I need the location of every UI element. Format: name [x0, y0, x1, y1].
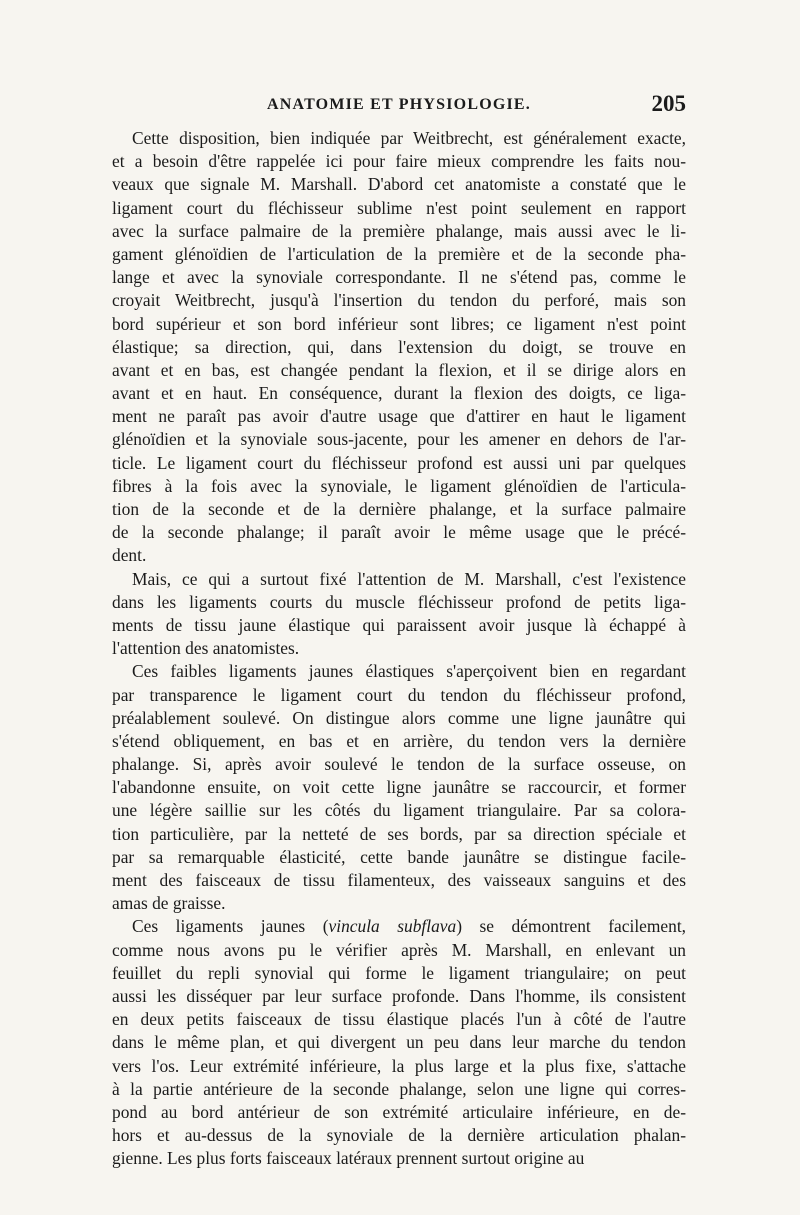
text-line: pond au bord antérieur de son extrémité articulaire inférieure, en de-	[112, 1101, 686, 1122]
text-line: veaux que signale M. Marshall. D'abord cet anatomiste a constaté que le	[112, 174, 686, 195]
text-line: dans le même plan, et qui divergent un peu dans leur marche du tendon	[112, 1032, 686, 1053]
text-line: ticle. Le ligament court du fléchisseur profond est aussi uni par quelques	[112, 452, 686, 473]
text-line: ment des faisceaux de tissu filamenteux, des vaisseaux sanguins et des	[112, 870, 686, 890]
text-line: dent.	[112, 545, 147, 566]
text-line: tion de la seconde et de la dernière phalange, et la surface palmaire	[112, 499, 686, 519]
text-line: une légère saillie sur les côtés du ligament triangulaire. Par sa colora-	[112, 800, 686, 821]
text-line: avant et en haut. En conséquence, durant la flexion des doigts, ce liga-	[112, 383, 686, 404]
text-line: par sa remarquable élasticité, cette bande jaunâtre se distingue facile-	[112, 846, 686, 867]
latin-term: vincula subflava	[328, 916, 457, 937]
text-line: s'étend obliquement, en bas et en arrière, du tendon vers la dernière	[112, 730, 686, 751]
text-line: gienne. Les plus forts faisceaux latéraux prennent surtout origine au	[112, 1148, 585, 1169]
text-line: hors et au-dessus de la synoviale de la dernière articulation phalan-	[112, 1125, 686, 1146]
text-line: dans les ligaments courts du muscle fléchisseur profond de petits liga-	[112, 591, 686, 612]
body-text	[112, 127, 686, 1170]
page-header	[112, 91, 686, 124]
text-line: en deux petits faisceaux de tissu élastique placés l'un à côté de l'autre	[112, 1009, 686, 1030]
text-line: élastique; sa direction, qui, dans l'extension du doigt, se trouve en	[112, 336, 686, 357]
text-line: Mais, ce qui a surtout fixé l'attention de M. Marshall, c'est l'existence	[132, 568, 686, 589]
paragraph	[112, 127, 686, 568]
text-line: Ces ligaments jaunes (vincula subflava) se démontrent facilement,	[132, 916, 686, 937]
text-line: et a besoin d'être rappelée ici pour faire mieux comprendre les faits nou-	[112, 151, 686, 172]
text-line: l'abandonne ensuite, on voit cette ligne jaunâtre se raccourcir, et former	[112, 777, 686, 798]
text-line: à la partie antérieure de la seconde phalange, selon une ligne qui corres-	[112, 1078, 686, 1099]
text-line: tion particulière, par la netteté de ses bords, par sa direction spéciale et	[112, 823, 686, 844]
text-line: bord supérieur et son bord inférieur sont libres; ce ligament n'est point	[112, 313, 686, 334]
text-line: gament glénoïdien de l'articulation de la première et de la seconde pha-	[112, 243, 686, 264]
text-line: l'attention des anatomistes.	[112, 638, 300, 659]
text-line: lange et avec la synoviale correspondante. Il ne s'étend pas, comme le	[112, 267, 686, 288]
text-line: amas de graisse.	[112, 893, 226, 914]
text-line: ments de tissu jaune élastique qui paraissent avoir jusque là échappé à	[112, 614, 686, 635]
paragraph	[112, 915, 686, 1170]
page-number: 205	[651, 91, 686, 116]
text-line: avant et en bas, est changée pendant la flexion, et il se dirige alors en	[112, 359, 686, 380]
text-line: glénoïdien et la synoviale sous-jacente, pour les amener en dehors de l'ar-	[112, 429, 686, 450]
text-line: croyait Weitbrecht, jusqu'à l'insertion du tendon du perforé, mais son	[112, 290, 686, 311]
text-line: Cette disposition, bien indiquée par Weitbrecht, est généralement exacte,	[132, 128, 686, 148]
text-line: ment ne paraît pas avoir d'autre usage que d'attirer en haut le ligament	[112, 406, 686, 427]
text-line: phalange. Si, après avoir soulevé le tendon de la surface osseuse, on	[112, 754, 686, 775]
text-line: par transparence le ligament court du tendon du fléchisseur profond,	[112, 684, 686, 705]
text-line: ligament court du fléchisseur sublime n'est point seulement en rapport	[112, 197, 686, 218]
text-line: fibres à la fois avec la synoviale, le ligament glénoïdien de l'articula-	[112, 475, 686, 496]
text-line: Ces faibles ligaments jaunes élastiques s'aperçoivent bien en regardant	[132, 661, 686, 682]
text-line: avec la surface palmaire de la première phalange, mais aussi avec le li-	[112, 220, 686, 241]
text-line: préalablement soulevé. On distingue alors comme une ligne jaunâtre qui	[112, 707, 686, 728]
running-title: ANATOMIE ET PHYSIOLOGIE.	[267, 96, 531, 113]
text-line: comme nous avons pu le vérifier après M. Marshall, en enlevant un	[112, 939, 686, 960]
text-line: vers l'os. Leur extrémité inférieure, la plus large et la plus fixe, s'attache	[112, 1055, 686, 1076]
text-line: aussi les disséquer par leur surface profonde. Dans l'homme, ils consistent	[112, 985, 686, 1006]
paragraph	[112, 568, 686, 661]
text-line: feuillet du repli synovial qui forme le ligament triangulaire; on peut	[112, 962, 686, 983]
text-line: de la seconde phalange; il paraît avoir le même usage que le précé-	[112, 522, 686, 543]
paragraph	[112, 660, 686, 915]
